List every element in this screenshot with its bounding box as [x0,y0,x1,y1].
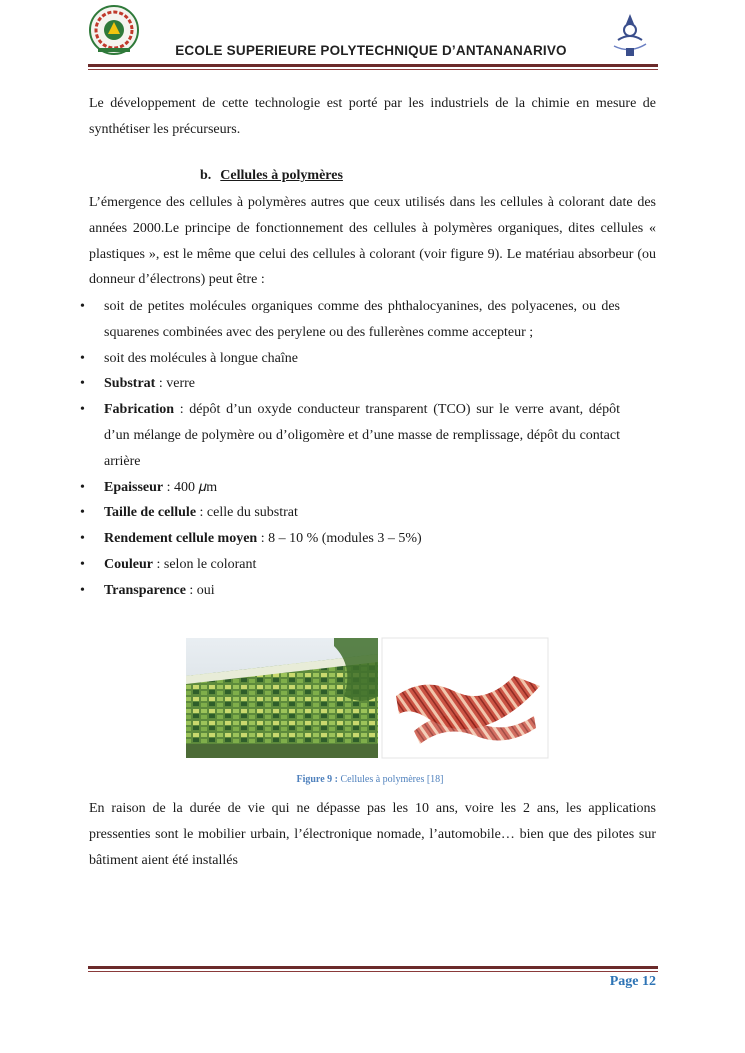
item-label: Rendement cellule moyen [104,531,258,547]
item-label: Couleur [104,556,153,572]
item-label: Epaisseur [104,479,164,495]
bullet-icon: • [80,582,85,598]
item-text: : dépôt d’un oxyde conducteur transparent (TCO) sur le verre avant, dépôt d’un mélange de polymère ou d’oligomère et d’une masse de remplissage, dépôt du contact arrière [104,402,620,469]
list-item [80,397,620,474]
item-text: : 8 – 10 % (modules 3 – 5%) [257,531,422,547]
item-text: soit des molécules à longue chaîne [104,350,298,366]
header-rule-thin [88,69,658,70]
item-label: Substrat [104,376,156,392]
figure-caption [140,774,600,785]
section-title: Cellules à polymères [220,168,343,183]
page-number: Page 12 [609,974,656,989]
figure-label: Figure 9 : [296,774,338,785]
list-item [80,294,620,346]
bullet-list [80,294,620,604]
school-name: ECOLE SUPERIEURE POLYTECHNIQUE D’ANTANANARIVO [175,43,567,58]
item-text: : selon le colorant [153,556,257,572]
bullet-icon: • [80,556,85,572]
list-item [80,371,620,397]
figure-caption-text: Cellules à polymères [18] [337,774,444,785]
list-item [80,500,620,526]
item-text: : oui [185,582,215,598]
bullet-icon: • [80,505,85,521]
department-emblem-icon [604,10,656,62]
section-heading [200,168,343,184]
bullet-icon: • [80,350,85,366]
footer-rule [88,966,658,969]
closing-paragraph: En raison de la durée de vie qui ne dépasse pas les 10 ans, voire les 2 ans, les applications pressenties sont le mobilier urbain, l’électronique nomade, l’automobile… bien que des pilotes sur bâtiment aient été installés [89,801,656,868]
bullet-icon: • [80,531,85,547]
bullet-icon: • [80,479,85,495]
intro-paragraph: Le développement de cette technologie est porté par les industriels de la chimie en mesure de synthétiser les précurseurs. [89,96,656,137]
header-rule [88,64,658,67]
bullet-icon: • [80,299,85,314]
figure-images [184,636,550,760]
item-label: Transparence [104,582,186,598]
item-text: : verre [155,376,196,392]
bullet-icon: • [80,402,85,418]
list-item [80,578,620,604]
section-paragraph: L’émergence des cellules à polymères autres que ceux utilisés dans les cellules à colorant date des années 2000.Le principe de fonctionnement des cellules à polymères organiques, dites cellules « plastiques », est le même que celui des cellules à colorant (voir figure 9). Le matériau absorbeur (ou donneur d’électrons) peut être : [89,195,656,288]
item-text: : 400 𝜇m [163,479,218,495]
item-text: : celle du substrat [196,505,298,521]
bullet-icon: • [80,376,85,392]
section-number: b. [200,168,212,183]
item-label: Fabrication [104,402,174,418]
item-text: soit de petites molécules organiques comme des phthalocyanines, des polyacenes, ou des squarenes combinées avec des perylene ou des fullerènes comme accepteur ; [104,299,620,340]
list-item [80,475,620,501]
list-item [80,552,620,578]
school-emblem-icon [88,4,140,56]
footer-rule-thin [88,971,658,972]
list-item [80,526,620,552]
list-item [80,346,620,372]
item-label: Taille de cellule [104,505,197,521]
